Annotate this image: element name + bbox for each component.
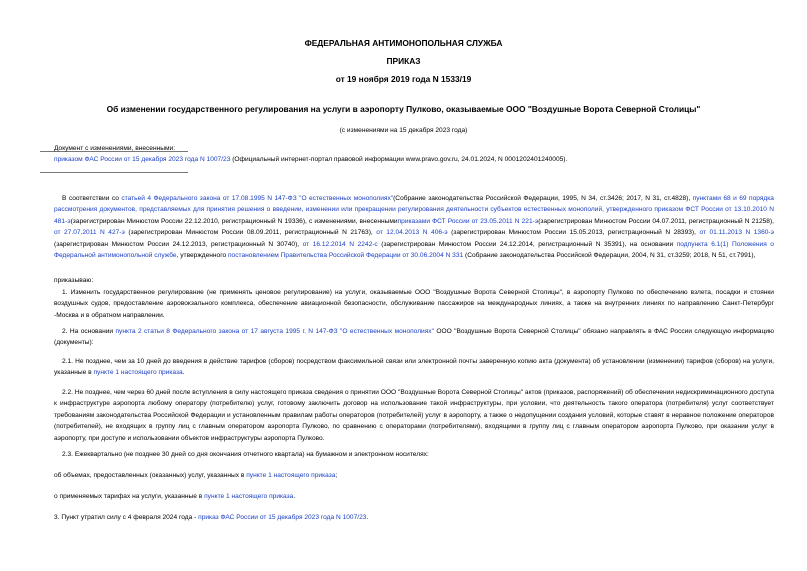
fas-regulation-link[interactable]: подпункта 6.1(1) Положения о Федеральной антимонопольной службе xyxy=(54,240,774,260)
document-date-number: от 19 ноября 2019 года N 1533/19 xyxy=(335,74,472,84)
paragraph-1: 1. Изменить государственное регулирование (не применять ценовое регулирование) на услуги, оказываемые ООО "Воздушные Ворота Северной Столицы", в аэропорту Пулково по обеспечению взлета, посадки и стоянки воздушных судов, предоставление аэровокзального комплекса, обеспечение авиационной безопасности, обслуживание пассажиров на международных линиях, а также на внутренних линиях по направлению Санкт-Петербург -Москва и в обратном направлении. xyxy=(54,289,774,319)
p23b-order-point1-link[interactable]: пункте 1 настоящего приказа xyxy=(204,493,294,500)
government-decree-331-link[interactable]: постановлением Правительства Российской Федерации от 30.06.2004 N 331 xyxy=(227,252,464,260)
p23a-order-point1-link[interactable]: пункте 1 настоящего приказа xyxy=(246,472,336,479)
paragraph-2-2: 2.2. Не позднее, чем через 60 дней после вступления в силу настоящего приказа сведения о принятии ООО "Воздушные Ворота Северной Столицы" актов (приказов, распоряжений) об обеспечении недискриминационного доступа к инфраструктуре аэропорта любому оператору (потребителю) услуг, готовому заключить договор на использование такой инфраструктуры, при условии, что деятельность такого оператора (потребителя) услуг соответствует требованиям законодательства Российской Федерации и установленным правилам работы операторов (потребителей) услуг в аэропорту, а также о недопущении создания условий, которые ставят в неравное положение операторов (потребителей), не входящих в группу лиц с главным оператором аэропорта Пулково, по сравнению с операторами (потребителями), входящими в группу лиц с главным оператором аэропорта Пулково, при оказании услуг в аэропорту, при доступе и использовании объектов инфраструктуры аэропорта Пулково. xyxy=(54,389,774,442)
paragraph-3: 3. Пункт утратил силу с 4 февраля 2024 года - приказ ФАС России от 15 декабря 2023 года N 1007/23. xyxy=(54,514,369,521)
document-title: Об изменении государственного регулирования на услуги в аэропорту Пулково, оказываемые ООО "Воздушные Ворота Северной Столицы" xyxy=(106,104,701,114)
p21-order-point1-link[interactable]: пункте 1 настоящего приказа xyxy=(93,369,183,377)
fst-order-427-link[interactable]: от 27.07.2011 N 427-э xyxy=(54,229,125,237)
law-147fz-article8-link[interactable]: пункта 2 статьи 8 Федерального закона от 17 августа 1995 г. N 147-ФЗ "О естественных монополиях" xyxy=(115,328,434,335)
paragraph-2-3-tariffs: о применяемых тарифах на услуги, указанные в пункте 1 настоящего приказа. xyxy=(54,493,296,500)
amendments-label: Документ с изменениями, внесенными: xyxy=(54,145,176,152)
fst-order-481-link[interactable]: пунктами 68 и 69 порядка рассмотрения документов, представляемых для принятия решения о введении, изменении или прекращении регулирования деятельности субъектов естественных монополий, утвержденного приказом ФСТ России от 13.10.2010 N 481-э xyxy=(54,195,774,225)
amendments-block xyxy=(54,143,774,166)
agency-name: ФЕДЕРАЛЬНАЯ АНТИМОНОПОЛЬНАЯ СЛУЖБА xyxy=(304,38,503,48)
amendment-link[interactable]: приказом ФАС России от 15 декабря 2023 года N 1007/23 xyxy=(54,156,231,164)
revision-note: (с изменениями на 15 декабря 2023 года) xyxy=(339,127,468,134)
order-word: приказываю: xyxy=(54,277,94,284)
amendments-entry xyxy=(54,154,774,165)
preamble-paragraph: В соответствии со статьей 4 Федерального закона от 17.08.1995 N 147-ФЗ "О естественных монополиях"(Собрание законодательства Российской Федерации, 1995, N 34, ст.3426; 2017, N 31, ст.4828), пунктами 68 и 69 порядка рассмотрения документов, представляемых для принятия решения о введении, изменении или прекращении регулирования деятельности субъектов естественных монополий, утвержденного приказом ФСТ России от 13.10.2010 N 481-э(зарегистрирован Минюстом России 22.12.2010, регистрационный N 19336), с изменениями, внесеннымиприказами ФСТ России от 23.05.2011 N 221-э(зарегистрирован Минюстом России 04.07.2011, регистрационный N 21258), от 27.07.2011 N 427-э (зарегистрирован Минюстом России 08.09.2011, регистрационный N 21763), от 12.04.2013 N 406-э (зарегистрирован Минюстом России 15.05.2013, регистрационный N 28393), от 01.11.2013 N 1360-э (зарегистрирован Минюстом России 24.12.2013, регистрационный N 30740), от 16.12.2014 N 2242-с (зарегистрирован Минюстом России 24.12.2014, регистрационный N 35391), на основании подпункта 6.1(1) Положения о Федеральной антимонопольной службе, утвержденного постановлением Правительства Российской Федерации от 30.06.2004 N 331 (Собрание законодательства Российской Федерации, 2004, N 31, ст.3259; 2018, N 51, ст.7991), xyxy=(54,195,775,260)
fas-order-1007-link[interactable]: приказ ФАС России от 15 декабря 2023 года N 1007/23 xyxy=(198,514,367,521)
amendments-source: (Официальный интернет-портал правовой информации www.pravo.gov.ru, 24.01.2024, N 0001202401240005). xyxy=(230,156,568,164)
document-type: ПРИКАЗ xyxy=(386,56,421,66)
fst-order-406-link[interactable]: от 12.04.2013 N 406-э xyxy=(376,229,448,237)
amendment-bottom-rule xyxy=(40,172,188,173)
paragraph-2-3: 2.3. Ежеквартально (не позднее 30 дней со дня окончания отчетного квартала) на бумажном и электронном носителях: xyxy=(62,451,429,458)
fst-order-221-link[interactable]: приказами ФСТ России от 23.05.2011 N 221-э xyxy=(397,217,539,225)
paragraph-2-3-volumes: об объемах, предоставленных (оказанных) услуг, указанных в пункте 1 настоящего приказа; xyxy=(54,472,338,479)
law-147fz-article4-link[interactable]: статьей 4 Федерального закона от 17.08.1995 N 147-ФЗ "О естественных монополиях" xyxy=(121,195,394,202)
paragraph-2: 2. На основании пункта 2 статьи 8 Федерального закона от 17 августа 1995 г. N 147-ФЗ "О естественных монополиях" ООО "Воздушные Ворота Северной Столицы" обязано направлять в ФАС России следующую информацию (документы): xyxy=(54,328,774,347)
paragraph-2-1: 2.1. Не позднее, чем за 10 дней до введения в действие тарифов (сборов) посредством факсимильной связи или электронной почты заверенную копию акта (документа) об установлении (изменении) тарифов (сборов) на услуги, указанные в пункте 1 настоящего приказа. xyxy=(54,358,774,377)
fst-order-2242-link[interactable]: от 16.12.2014 N 2242-с xyxy=(302,240,378,248)
fst-order-1360-link[interactable]: от 01.11.2013 N 1360-э xyxy=(699,229,774,237)
